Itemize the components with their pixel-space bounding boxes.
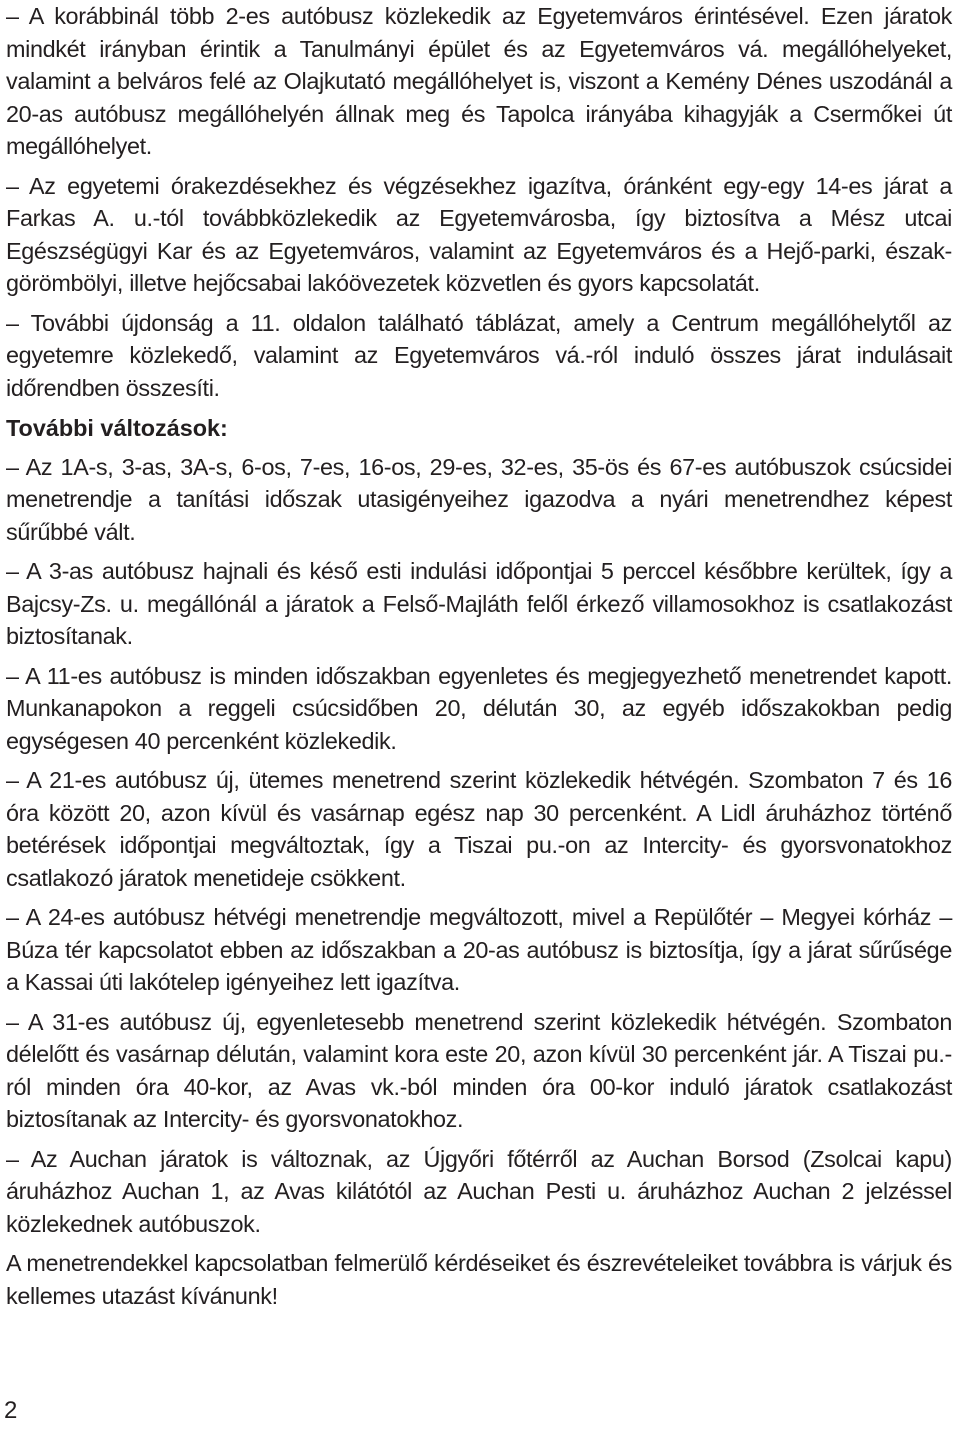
paragraph-timetable-note: – További újdonság a 11. oldalon található táblázat, amely a Centrum megállóhelytől az egyetemre közlekedő, valamint az Egyetemváros vá.-ról induló összes járat indulásait időrendben összesíti. [6,309,952,401]
paragraph-auchan: – Az Auchan járatok is változnak, az Újgyőri főtérről az Auchan Borsod (Zsolcai kapu) áruházhoz Auchan 1, az Avas kilátótól az Auchan Pesti u. áruházhoz Auchan 2 jelzéssel közlekednek autóbuszok. [6,1145,952,1237]
document-page [6,0,952,1319]
paragraph-bus-31: – A 31-es autóbusz új, egyenletesebb menetrend szerint közlekedik hétvégén. Szombaton délelőtt és vasárnap délután, valamint kora este 20, azon kívül 30 percenként jár. A Tiszai pu.-ról minden óra 40-kor, az Avas vk.-ból minden óra 00-kor induló járatok csatlakozást biztosítanak az Intercity- és gyorsvonatokhoz. [6,1008,952,1132]
paragraph-bus-24: – A 24-es autóbusz hétvégi menetrendje megváltozott, mivel a Repülőtér – Megyei kórház – Búza tér kapcsolatot ebben az időszakban a 20-as autóbusz is biztosítja, így a járat sűrűsége a Kassai úti lakótelep igényeihez lett igazítva. [6,904,952,995]
paragraph-bus-11: – A 11-es autóbusz is minden időszakban egyenletes és megjegyezhető menetrendet kapott. Munkanapokon a reggeli csúcsidőben 20, délután 30, az egyéb időszakokban pedig egységesen 40 percenként közlekedik. [6,662,952,754]
section-heading: További változások: [6,415,228,441]
paragraph-bus-2: – A korábbinál több 2-es autóbusz közlekedik az Egyetemváros érintésével. Ezen járatok mindkét irányban érintik a Tanulmányi épület és az Egyetemváros vá. megállóhelyeket, valamint a belváros felé az Olajkutató megállóhelyet is, viszont a Kemény Dénes uszodánál a 20-as autóbusz megállóhelyén állnak meg és Tapolca irányába kihagyják a Csermőkei út megállóhelyet. [6,3,952,159]
paragraph-bus-14: – Az egyetemi órakezdésekhez és végzésekhez igazítva, óránként egy-egy 14-es járat a Farkas A. u.-tól továbbközlekedik az Egyetemvárosba, így biztosítva a Mész utcai Egészségügyi Kar és az Egyetemváros, valamint az Egyetemváros és a Hejő-parki, észak-görömbölyi, illetve hejőcsabai lakóövezetek közvetlen és gyors kapcsolatát. [6,172,952,296]
page-number: 2 [4,1397,18,1424]
paragraph-peak-timetables: – Az 1A-s, 3-as, 3A-s, 6-os, 7-es, 16-os, 29-es, 32-es, 35-ös és 67-es autóbuszok csúcsidei menetrendje a tanítási időszak utasigényeihez igazodva a nyári menetrendhez képest sűrűbbé vált. [6,453,952,545]
paragraph-closing: A menetrendekkel kapcsolatban felmerülő kérdéseiket és észrevételeiket továbbra is várjuk és kellemes utazást kívánunk! [6,1250,952,1309]
paragraph-bus-21: – A 21-es autóbusz új, ütemes menetrend szerint közlekedik hétvégén. Szombaton 7 és 16 óra között 20, azon kívül és vasárnap egész nap 30 percenként. A Lidl áruházhoz történő betérések időpontjai megváltoztak, így a Tiszai pu.-on az Intercity- és gyorsvonatokhoz csatlakozó járatok menetideje csökkent. [6,767,952,891]
paragraph-bus-3: – A 3-as autóbusz hajnali és késő esti indulási időpontjai 5 perccel későbbre kerültek, így a Bajcsy-Zs. u. megállónál a járatok a Felső-Majláth felől érkező villamosokhoz is csatlakozást biztosítanak. [6,558,952,649]
